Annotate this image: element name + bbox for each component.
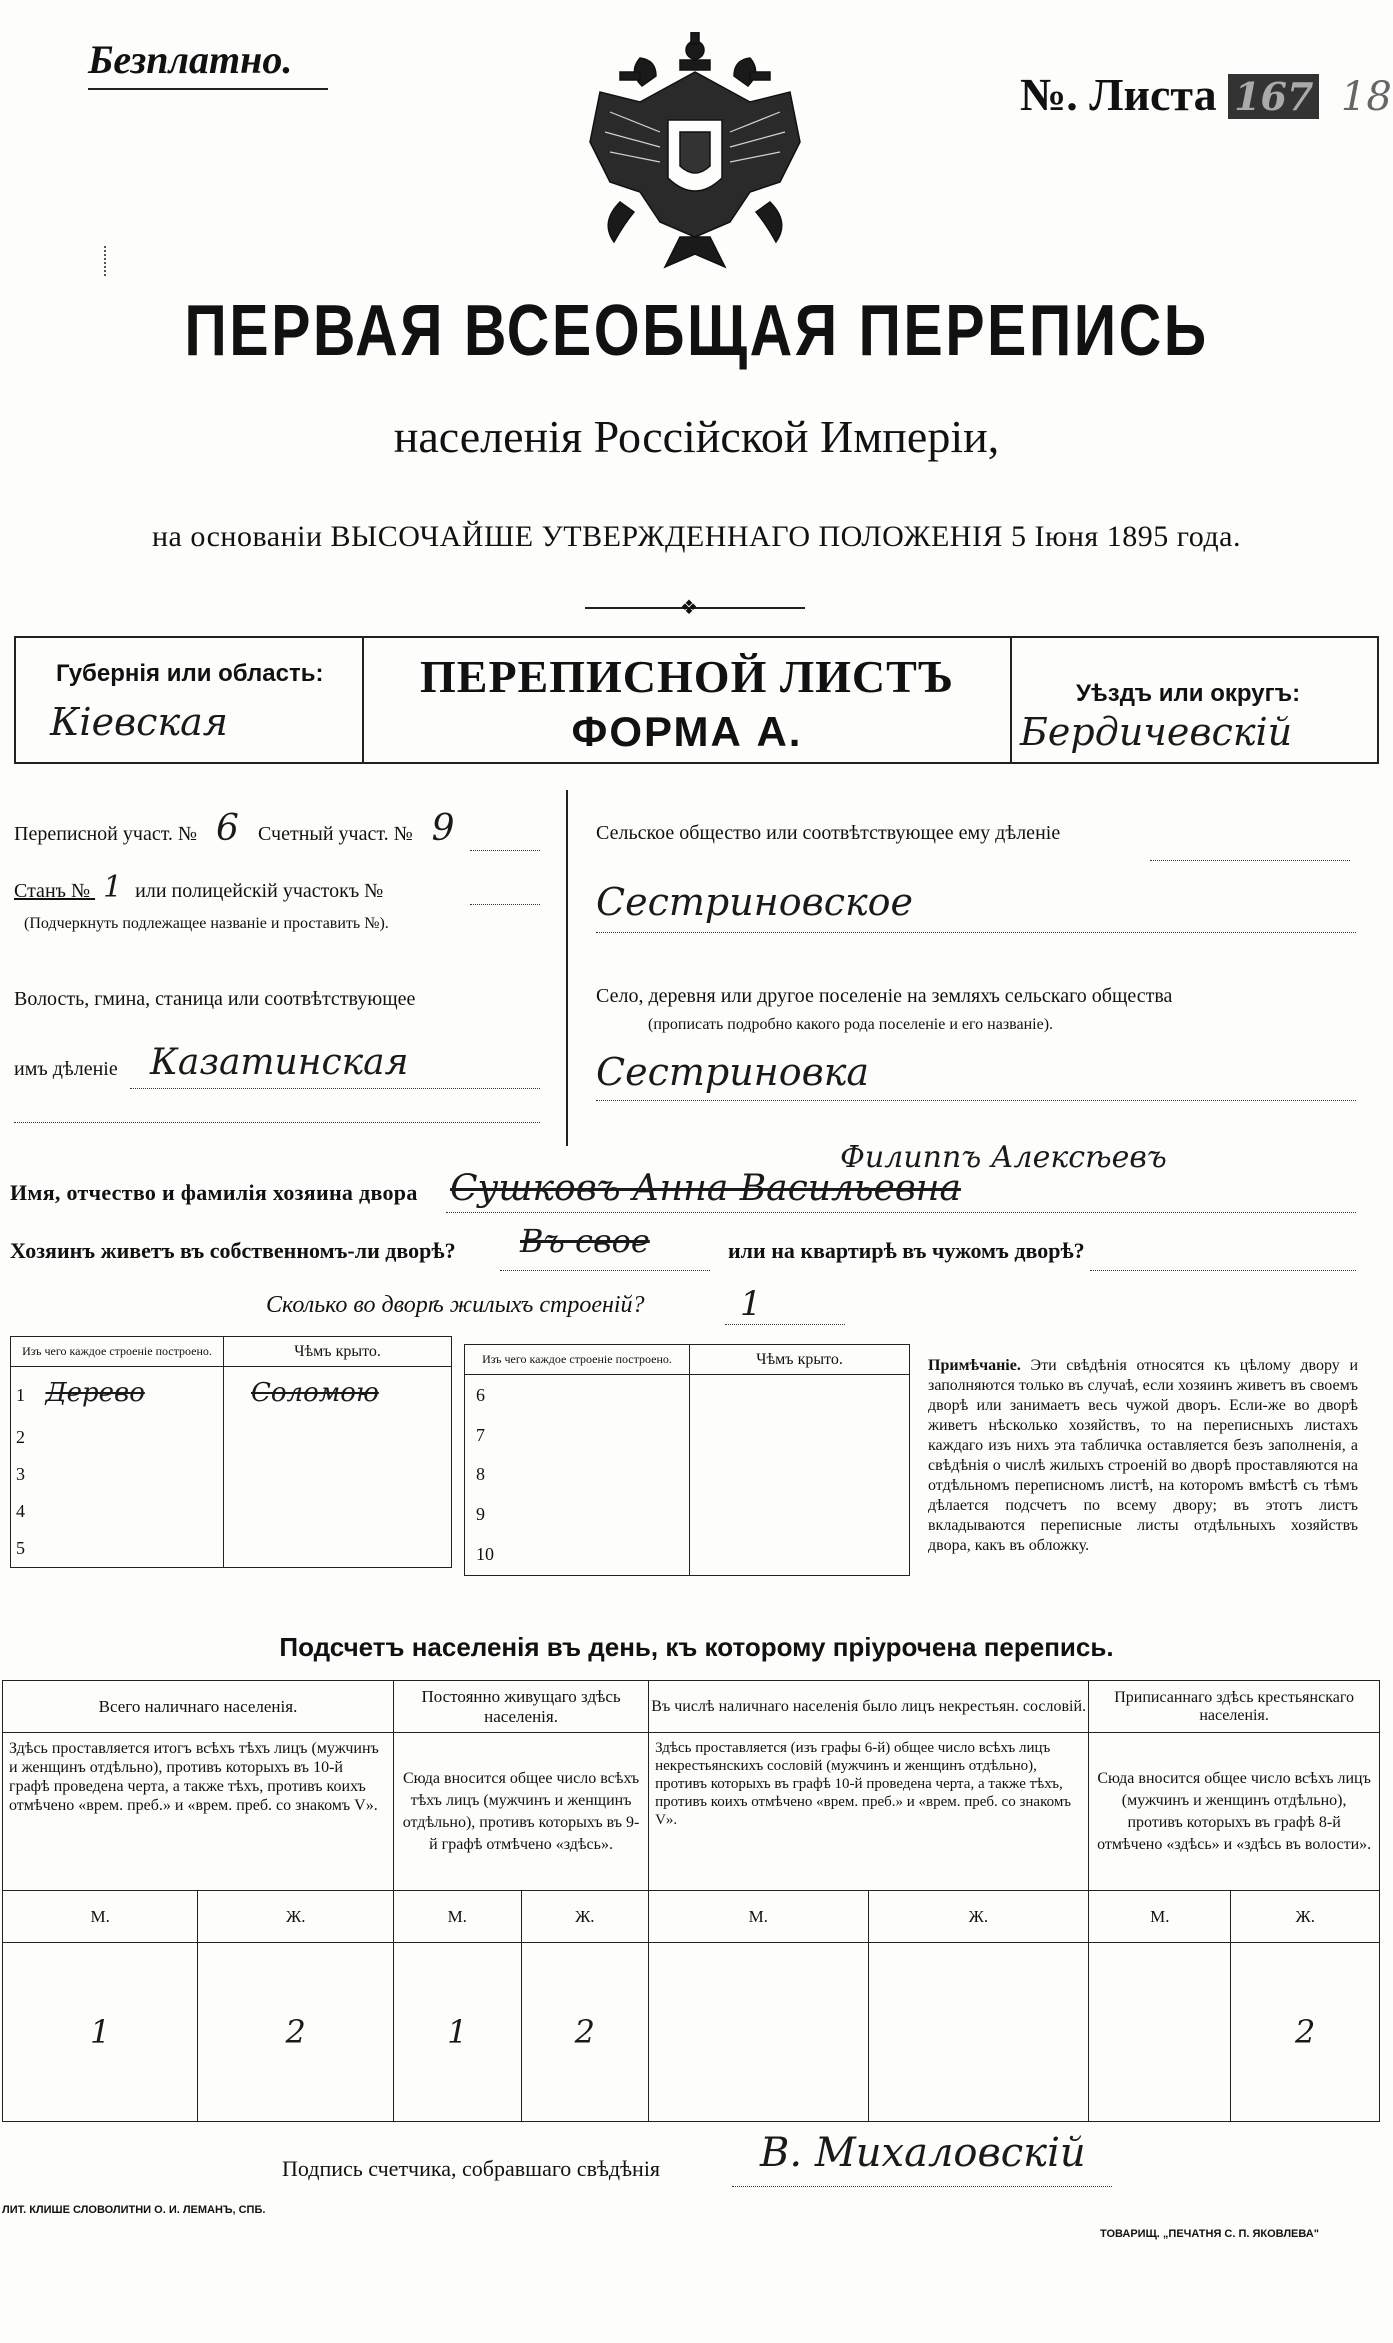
owner-name-label: Имя, отчество и фамилія хозяина двора [10, 1180, 418, 1205]
form-title: ФОРМА А. [571, 708, 803, 755]
pop-value-m: 1 [393, 1943, 521, 2122]
page-title: ПЕРВАЯ ВСЕОБЩАЯ ПЕРЕПИСЬ [184, 291, 1209, 371]
male-header: М. [393, 1891, 521, 1943]
volost-value: Казатинская [150, 1042, 409, 1083]
pop-col-desc-text: Сюда вносится общее число всѣхъ лицъ (мужчинъ и женщинъ отдѣльно), противъ которыхъ въ графѣ 8-й отмѣчено «здѣсь» и «здѣсь въ волости». [1097, 1769, 1372, 1853]
pop-col-3-head [649, 1681, 1089, 1733]
material-header: Изъ чего каждое строеніе построено. [465, 1345, 690, 1375]
double-headed-eagle-emblem [580, 32, 810, 282]
row-number: 9 [476, 1504, 485, 1525]
sheet-number-text: №. Листа [1020, 69, 1217, 120]
count-district-label: Счетный участ. № [257, 823, 413, 845]
pop-value-f: 2 [198, 1943, 394, 2122]
female-header: Ж. [1231, 1891, 1380, 1943]
village-label: Село, деревня или другое поселеніе на земляхъ сельскаго общества [596, 985, 1173, 1007]
table-row [11, 1419, 452, 1456]
gubernia-label: Губернія или область: [56, 660, 324, 687]
male-header: М. [3, 1891, 198, 1943]
table-row [465, 1455, 910, 1495]
row-number: 7 [476, 1424, 485, 1445]
free-underline [88, 88, 328, 90]
female-header: Ж. [198, 1891, 394, 1943]
address-divider [566, 790, 568, 1146]
table-row [11, 1530, 452, 1568]
pop-col-2-head [393, 1681, 648, 1733]
signature-label: Подпись счетчика, собравшаго свѣдѣнія [282, 2156, 661, 2181]
table-row [11, 1493, 452, 1530]
pop-value-f: 2 [521, 1943, 649, 2122]
census-district-value: 6 [216, 808, 239, 849]
footer-right: ТОВАРИЩ. „ПЕЧАТНЯ С. П. ЯКОВЛЕВА" [1100, 2228, 1319, 2240]
pop-value-m [1089, 1943, 1231, 2122]
pop-col-desc-text: Здѣсь проставляется итогъ всѣхъ тѣхъ лицъ (мужчинъ и женщинъ отдѣльно), противъ которыхъ въ 10-й графѣ проведена черта, а также тѣхъ, противъ коихъ отмѣчено «врем. преб.» и «врем. преб. со знакомъ V». [9, 1740, 379, 1814]
owner-lives-label: Хозяинъ живетъ въ собственномъ-ли дворѣ? [10, 1238, 456, 1263]
row-number: 6 [476, 1384, 485, 1405]
margin-stamp [104, 246, 116, 276]
society-value: Сестриновское [596, 880, 914, 924]
census-district-label: Переписной участ. № [14, 823, 198, 845]
census-sheet-title: ПЕРЕПИСНОЙ ЛИСТЪ [419, 651, 955, 702]
population-title: Подсчетъ населенія въ день, къ которому пріурочена перепись. [279, 1632, 1114, 1662]
owner-lives-value: Въ свое [520, 1222, 650, 1260]
male-header: М. [1089, 1891, 1231, 1943]
village-value: Сестриновка [596, 1050, 870, 1094]
footer-left: ЛИТ. КЛИШЕ СЛОВОЛИТНИ О. И. ЛЕМАНЪ, СПБ. [2, 2204, 266, 2216]
free-label: Безплатно. [88, 37, 293, 82]
pop-col-3-desc [649, 1733, 1089, 1891]
signature-value: В. Михаловскій [760, 2130, 1086, 2176]
pop-col-head-text: Въ числѣ наличнаго населенія было лицъ некрестьян. сословій. [651, 1697, 1087, 1715]
stan-note: (Подчеркнуть подлежащее названіе и проставить №). [24, 915, 389, 932]
table-row [11, 1367, 452, 1419]
pop-value-f: 2 [1231, 1943, 1380, 2122]
pop-col-desc-text: Сюда вносится общее число всѣхъ тѣхъ лицъ (мужчинъ и женщинъ отдѣльно), противъ которыхъ въ 9-й графѣ отмѣчено «здѣсь». [402, 1769, 640, 1853]
pop-col-1-head [3, 1681, 394, 1733]
owner-name-above: Филиппъ Алексѣевъ [840, 1140, 1167, 1175]
row-number: 10 [476, 1544, 494, 1565]
page-subtitle: населенія Россійской Имперіи, [393, 411, 1000, 462]
pop-col-1-desc [3, 1733, 394, 1891]
society-label: Сельское общество или соотвѣтствующее ему дѣленіе [596, 822, 1061, 844]
sheet-number-value: 167 [1228, 74, 1319, 119]
row-number: 5 [16, 1537, 25, 1558]
material-value: Дерево [45, 1377, 145, 1408]
roof-header: Чѣмъ крыто. [690, 1345, 910, 1375]
buildings-table-left [10, 1336, 452, 1568]
owner-lives-label-2: или на квартирѣ въ чужомъ дворѣ? [728, 1238, 1085, 1263]
note-label: Примѣчаніе. [928, 1357, 1021, 1374]
male-header: М. [649, 1891, 869, 1943]
pop-value-m: 1 [3, 1943, 198, 2122]
roof-value: Соломою [251, 1377, 379, 1408]
row-number: 8 [476, 1464, 485, 1485]
census-district-row [14, 808, 469, 849]
table-row [465, 1495, 910, 1535]
stan-label: Станъ № [14, 880, 96, 902]
uezd-label: Уѣздъ или округъ: [1076, 680, 1301, 707]
count-district-value: 9 [431, 808, 455, 849]
buildings-table-right [464, 1344, 910, 1576]
pop-col-4-head [1089, 1681, 1380, 1733]
pop-col-4-desc [1089, 1733, 1380, 1891]
female-header: Ж. [521, 1891, 649, 1943]
form-top-rule [14, 636, 1379, 638]
volost-label: Волость, гмина, станица или соотвѣтствующее [14, 988, 416, 1010]
row-number: 4 [16, 1500, 25, 1521]
pop-col-head-text: Всего наличнаго населенія. [98, 1696, 298, 1716]
pop-value-f [868, 1943, 1089, 2122]
buildings-count-value: 1 [740, 1284, 762, 1324]
owner-name-crossed: Сушковъ Анна Васильевна [450, 1168, 961, 1209]
volost-label-2: имъ дѣленіе [14, 1058, 118, 1080]
row-number: 2 [16, 1426, 25, 1447]
stan-value: 1 [103, 870, 123, 905]
pop-value-m [649, 1943, 869, 2122]
uezd-value: Бердичевскій [1020, 710, 1293, 754]
police-district-label: или полицейскій участокъ № [135, 880, 384, 902]
female-header: Ж. [868, 1891, 1089, 1943]
roof-header: Чѣмъ крыто. [224, 1337, 452, 1367]
legal-basis: на основаніи ВЫСОЧАЙШЕ УТВЕРЖДЕННАГО ПОЛОЖЕНІЯ 5 Іюня 1895 года. [152, 520, 1241, 553]
stan-row [14, 870, 383, 905]
margin-mark: 18 [1340, 74, 1392, 120]
population-table [2, 1680, 1380, 2122]
table-row [465, 1415, 910, 1455]
table-row [465, 1375, 910, 1416]
note-block [928, 1356, 1358, 1556]
row-number: 3 [16, 1463, 25, 1484]
table-row [11, 1456, 452, 1493]
table-row [465, 1535, 910, 1576]
pop-col-head-text: Приписаннаго здѣсь крестьянскаго населенія. [1114, 1688, 1354, 1724]
note-text: Эти свѣдѣнія относятся къ цѣлому двору и заполняются только въ случаѣ, если хозяинъ живетъ въ своемъ дворѣ или занимаетъ весь чужой дворъ. Если-же во дворѣ живетъ нѣсколько хозяйствъ, то на переписныхъ листахъ каждаго изъ нихъ эта табличка оставляется безъ заполненія, а свѣдѣнія о числѣ жилыхъ строеній во дворѣ проставляются на отдѣльномъ переписномъ листѣ, на которомъ вмѣстѣ съ тѣмъ дѣлается подсчетъ по всему двору; въ этотъ листъ вкладываются переписные листы отдѣльныхъ хозяйствъ двора, какъ въ обложку. [928, 1357, 1358, 1554]
pop-col-desc-text: Здѣсь проставляется (изъ графы 6-й) общее число всѣхъ лицъ некрестьянскихъ сословій (мужчинъ и женщинъ отдѣльно), противъ которыхъ въ графѣ 10-й проведена черта, а также тѣхъ, противъ коихъ отмѣчено «врем. преб.» и «врем. преб. со знакомъ V». [655, 1740, 1072, 1828]
gubernia-value: Кіевская [50, 700, 228, 744]
row-number: 1 [16, 1384, 25, 1405]
pop-col-head-text: Постоянно живущаго здѣсь населенія. [421, 1686, 621, 1726]
pop-col-2-desc [393, 1733, 648, 1891]
sheet-number-label [1020, 68, 1392, 121]
village-note: (прописать подробно какого рода поселеніе и его названіе). [648, 1016, 1054, 1033]
ornament-divider: ❖ [585, 603, 805, 613]
material-header: Изъ чего каждое строеніе построено. [11, 1337, 224, 1367]
form-bottom-rule [14, 762, 1379, 764]
buildings-count-label: Сколько во дворѣ жилыхъ строеній? [266, 1292, 645, 1318]
